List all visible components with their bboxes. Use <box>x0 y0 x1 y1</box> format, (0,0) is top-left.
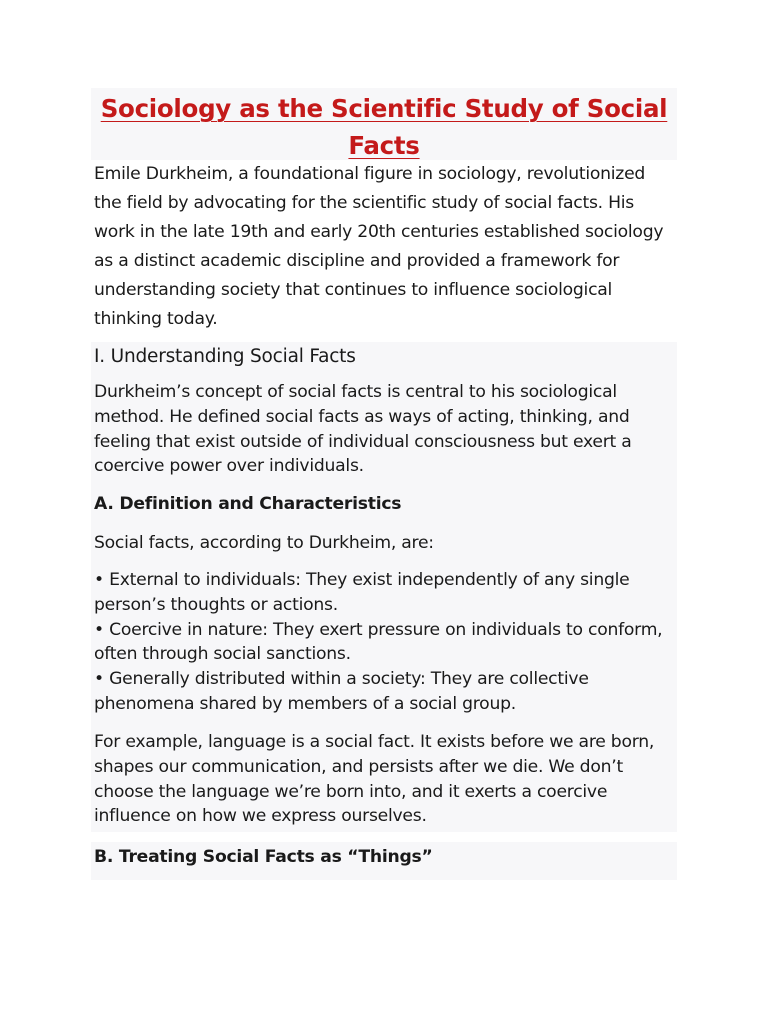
subsection-a-heading: A. Definition and Characteristics <box>94 494 402 514</box>
list-item: • Generally distributed within a society: They are collective phenomena shared by members of a social group. <box>94 669 589 714</box>
section-heading: I. Understanding Social Facts <box>94 346 356 367</box>
list-item: • Coercive in nature: They exert pressure on individuals to conform, often through social sanctions. <box>94 619 663 665</box>
subsection-a-lead: Social facts, according to Durkheim, are: <box>94 533 434 553</box>
section-paragraph: Durkheim’s concept of social facts is central to his sociological method. He defined social facts as ways of acting, thinking, and feeling that exist outside of individual consciousness but exert a coercive power over individuals. <box>94 382 632 477</box>
list-item: • External to individuals: They exist independently of any single person’s thoughts or actions. <box>94 570 630 615</box>
example-paragraph: For example, language is a social fact. It exists before we are born, shapes our communication, and persists after we die. We don’t choose the language we’re born into, and it exerts a coercive influence on how we express ourselves. <box>94 732 655 827</box>
characteristics-list <box>94 568 680 717</box>
document-title: Sociology as the Scientific Study of Social Facts <box>100 94 668 160</box>
intro-block <box>91 160 677 334</box>
intro-paragraph: Emile Durkheim, a foundational figure in sociology, revolutionized the field by advocating for the scientific study of social facts. His work in the late 19th and early 20th centuries established sociology as a distinct academic discipline and provided a framework for understanding society that continues to influence sociological thinking today. <box>94 164 664 329</box>
title-block <box>91 88 677 160</box>
subsection-b-heading: B. Treating Social Facts as “Things” <box>94 847 433 867</box>
